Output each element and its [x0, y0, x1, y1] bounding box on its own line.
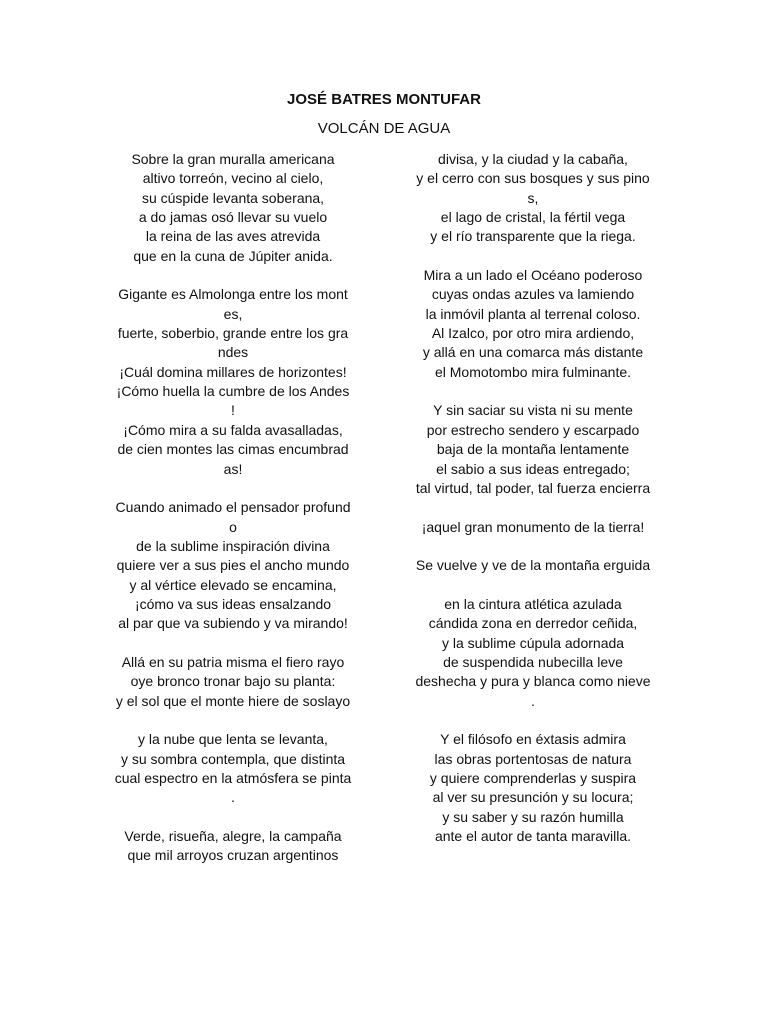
- poem-line: .: [231, 789, 235, 806]
- poem-line: de cien montes las cimas encumbrad: [117, 441, 349, 458]
- poem-line: ¡aquel gran monumento de la tierra!: [421, 518, 645, 535]
- poem-line: tal virtud, tal poder, tal fuerza encierra: [415, 479, 651, 496]
- poem-line: y su sombra contempla, que distinta: [120, 750, 346, 767]
- poem-column-right: [398, 150, 668, 846]
- poem-line: Mira a un lado el Océano poderoso: [423, 267, 643, 284]
- poem-column-left: [100, 150, 366, 866]
- author-heading: JOSÉ BATRES MONTUFAR: [287, 91, 481, 108]
- poem-line: cándida zona en derredor ceñida,: [428, 615, 638, 632]
- poem-line: [100, 266, 366, 285]
- poem-line: al par que va subiendo y va mirando!: [118, 615, 348, 632]
- poem-line: o: [229, 518, 237, 535]
- poem-line: y la nube que lenta se levanta,: [138, 731, 328, 748]
- poem-line: Se vuelve y ve de la montaña erguida: [415, 557, 651, 574]
- poem-line: y el cerro con sus bosques y sus pino: [416, 170, 650, 187]
- poem-line: quiere ver a sus pies el ancho mundo: [116, 557, 350, 574]
- poem-line: ndes: [217, 344, 249, 361]
- poem-line: por estrecho sendero y escarpado: [426, 421, 640, 438]
- poem-line: el sabio a sus ideas entregado;: [436, 460, 630, 477]
- poem-line: cual espectro en la atmósfera se pinta: [114, 770, 352, 786]
- poem-line: la reina de las aves atrevida: [145, 228, 321, 245]
- poem-line: y al vértice elevado se encamina,: [129, 576, 337, 593]
- poem-line: y su saber y su razón humilla: [442, 808, 624, 825]
- poem-line: [100, 634, 366, 653]
- poem-line: las obras portentosas de natura: [434, 750, 632, 767]
- poem-line: altivo torreón, vecino al cielo,: [142, 170, 324, 187]
- poem-line: y la sublime cúpula adornada: [441, 634, 625, 651]
- poem-line: .: [531, 692, 535, 709]
- poem-line: oye bronco tronar bajo su planta:: [130, 673, 336, 690]
- poem-line: y el sol que el monte hiere de soslayo: [115, 692, 351, 709]
- poem-line: y quiere comprenderlas y suspira: [429, 770, 637, 786]
- poem-line: Sobre la gran muralla americana: [131, 151, 335, 167]
- poem-line: [398, 576, 668, 595]
- poem-line: [398, 247, 668, 266]
- poem-line: Gigante es Almolonga entre los mont: [118, 286, 348, 303]
- poem-line: Verde, risueña, alegre, la campaña: [124, 828, 342, 845]
- poem-line: y el río transparente que la riega.: [430, 228, 636, 245]
- poem-line: Al Izalco, por otro mira ardiendo,: [431, 325, 635, 342]
- poem-line: ¡Cómo mira a su falda avasalladas,: [123, 421, 343, 438]
- poem-line: a do jamas osó llevar su vuelo: [138, 209, 328, 226]
- poem-line: deshecha y pura y blanca como nieve: [415, 673, 651, 690]
- poem-line: en la cintura atlética azulada: [444, 595, 622, 612]
- poem-line: Y el filósofo en éxtasis admira: [440, 731, 626, 748]
- poem-line: [398, 711, 668, 730]
- poem-line: [100, 711, 366, 730]
- poem-line: cuyas ondas azules va lamiendo: [431, 286, 635, 303]
- poem-line: Cuando animado el pensador profund: [115, 499, 351, 516]
- poem-line: Y sin saciar su vista ni su mente: [433, 402, 633, 419]
- poem-line: ante el autor de tanta maravilla.: [434, 828, 632, 845]
- poem-line: [398, 498, 668, 517]
- poem-line: ¡Cuál domina millares de horizontes!: [119, 363, 347, 380]
- poem-line: ¡cómo va sus ideas ensalzando: [134, 595, 332, 612]
- poem-line: de la sublime inspiración divina: [136, 537, 330, 554]
- poem-line: as!: [223, 460, 243, 477]
- poem-line: y allá en una comarca más distante: [422, 344, 644, 361]
- poem-line: que en la cuna de Júpiter anida.: [133, 247, 333, 264]
- poem-title: VOLCÁN DE AGUA: [317, 120, 451, 137]
- poem-line: que mil arroyos cruzan argentinos: [127, 847, 339, 864]
- poem-line: fuerte, soberbio, grande entre los gra: [117, 325, 349, 342]
- poem-line: s,: [527, 189, 539, 206]
- poem-line: [398, 537, 668, 556]
- poem-line: [100, 808, 366, 827]
- poem-line: es,: [223, 305, 243, 322]
- poem-line: Allá en su patria misma el fiero rayo: [121, 653, 345, 670]
- poem-line: el lago de cristal, la fértil vega: [440, 209, 626, 226]
- poem-line: !: [231, 402, 235, 419]
- poem-line: su cúspide levanta soberana,: [141, 189, 325, 206]
- poem-line: el Momotombo mira fulminante.: [434, 363, 632, 380]
- poem-line: de suspendida nubecilla leve: [443, 653, 623, 670]
- poem-line: [100, 479, 366, 498]
- poem-line: divisa, y la ciudad y la cabaña,: [438, 151, 628, 167]
- poem-line: ¡Cómo huella la cumbre de los Andes: [116, 383, 350, 400]
- poem-line: baja de la montaña lentamente: [436, 441, 630, 458]
- poem-line: la inmóvil planta al terrenal coloso.: [425, 305, 641, 322]
- poem-line: [398, 382, 668, 401]
- poem-line: al ver su presunción y su locura;: [432, 789, 634, 806]
